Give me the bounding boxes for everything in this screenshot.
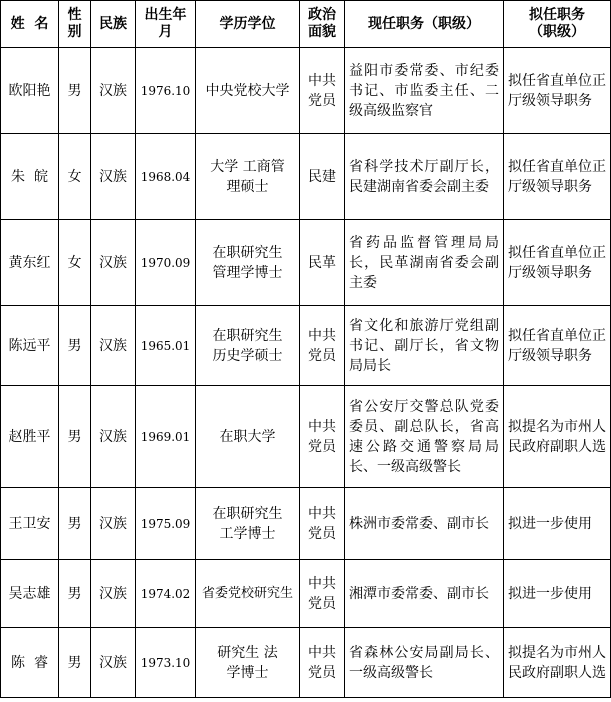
cell-current-position: 益阳市委常委、市纪委书记、市监委主任、二级高级监察官: [345, 48, 504, 134]
cell-current-position: 省公安厅交警总队党委委员、副总队长，省高速公路交通警察局局长、一级高级警长: [345, 386, 504, 488]
header-gender: 性别: [59, 1, 91, 48]
cell-ethnicity: 汉族: [91, 134, 136, 220]
table-row: [1, 560, 611, 628]
cell-name: 陈 睿: [1, 628, 59, 698]
header-ethnicity: 民族: [91, 1, 136, 48]
cell-current-position: 省科学技术厅副厅长，民建湖南省委会副主委: [345, 134, 504, 220]
cell-gender: 男: [59, 560, 91, 628]
cell-gender: 女: [59, 220, 91, 306]
cell-name: 陈远平: [1, 306, 59, 386]
cell-name: 朱 皖: [1, 134, 59, 220]
cell-birth: 1970.09: [136, 220, 196, 306]
cell-ethnicity: 汉族: [91, 560, 136, 628]
cell-birth: 1973.10: [136, 628, 196, 698]
cell-education: 在职研究生 历史学硕士: [196, 306, 300, 386]
cell-name: 欧阳艳: [1, 48, 59, 134]
cell-ethnicity: 汉族: [91, 220, 136, 306]
cell-current-position: 湘潭市委常委、副市长: [345, 560, 504, 628]
cell-political: 中共党员: [300, 560, 345, 628]
cell-political: 民建: [300, 134, 345, 220]
cell-education: 在职大学: [196, 386, 300, 488]
header-proposed-position: 拟任职务（职级）: [504, 1, 611, 48]
cell-education: 在职研究生 管理学博士: [196, 220, 300, 306]
table-row: [1, 306, 611, 386]
cell-current-position: 省文化和旅游厅党组副书记、副厅长，省文物局局长: [345, 306, 504, 386]
cell-political: 中共党员: [300, 48, 345, 134]
cell-political: 中共党员: [300, 628, 345, 698]
cell-ethnicity: 汉族: [91, 386, 136, 488]
header-current-position: 现任职务（职级）: [345, 1, 504, 48]
cell-proposed-position: 拟提名为市州人民政府副职人选: [504, 628, 611, 698]
cell-gender: 男: [59, 386, 91, 488]
header-education: 学历学位: [196, 1, 300, 48]
cell-name: 黄东红: [1, 220, 59, 306]
cell-birth: 1974.02: [136, 560, 196, 628]
header-name: 姓 名: [1, 1, 59, 48]
cell-ethnicity: 汉族: [91, 48, 136, 134]
cell-current-position: 省药品监督管理局局长，民革湖南省委会副主委: [345, 220, 504, 306]
table-row: [1, 48, 611, 134]
table-row: [1, 134, 611, 220]
cell-gender: 男: [59, 306, 91, 386]
cell-political: 中共党员: [300, 306, 345, 386]
table-row: [1, 628, 611, 698]
cell-proposed-position: 拟进一步使用: [504, 488, 611, 560]
cell-education: 在职研究生 工学博士: [196, 488, 300, 560]
header-political: 政治面貌: [300, 1, 345, 48]
table-row: [1, 488, 611, 560]
cell-gender: 男: [59, 488, 91, 560]
cell-birth: 1975.09: [136, 488, 196, 560]
cell-political: 民革: [300, 220, 345, 306]
cell-ethnicity: 汉族: [91, 628, 136, 698]
cell-political: 中共党员: [300, 488, 345, 560]
table-row: [1, 386, 611, 488]
cell-birth: 1965.01: [136, 306, 196, 386]
cell-name: 王卫安: [1, 488, 59, 560]
cell-education: 中央党校大学: [196, 48, 300, 134]
cell-birth: 1968.04: [136, 134, 196, 220]
cell-gender: 男: [59, 628, 91, 698]
cell-proposed-position: 拟任省直单位正厅级领导职务: [504, 306, 611, 386]
cell-education: 研究生 法学博士: [196, 628, 300, 698]
cell-political: 中共党员: [300, 386, 345, 488]
cell-gender: 女: [59, 134, 91, 220]
cell-proposed-position: 拟任省直单位正厅级领导职务: [504, 134, 611, 220]
header-row: [1, 1, 611, 48]
cell-birth: 1976.10: [136, 48, 196, 134]
cell-education: 大学 工商管理硕士: [196, 134, 300, 220]
header-birth: 出生年月: [136, 1, 196, 48]
cell-birth: 1969.01: [136, 386, 196, 488]
cell-name: 赵胜平: [1, 386, 59, 488]
cell-proposed-position: 拟任省直单位正厅级领导职务: [504, 48, 611, 134]
cell-name: 吴志雄: [1, 560, 59, 628]
cell-ethnicity: 汉族: [91, 488, 136, 560]
cell-proposed-position: 拟任省直单位正厅级领导职务: [504, 220, 611, 306]
cell-ethnicity: 汉族: [91, 306, 136, 386]
cell-proposed-position: 拟提名为市州人民政府副职人选: [504, 386, 611, 488]
cell-current-position: 株洲市委常委、副市长: [345, 488, 504, 560]
table-row: [1, 220, 611, 306]
cell-gender: 男: [59, 48, 91, 134]
cell-current-position: 省森林公安局副局长、一级高级警长: [345, 628, 504, 698]
cell-education: 省委党校研究生: [196, 560, 300, 628]
cell-proposed-position: 拟进一步使用: [504, 560, 611, 628]
